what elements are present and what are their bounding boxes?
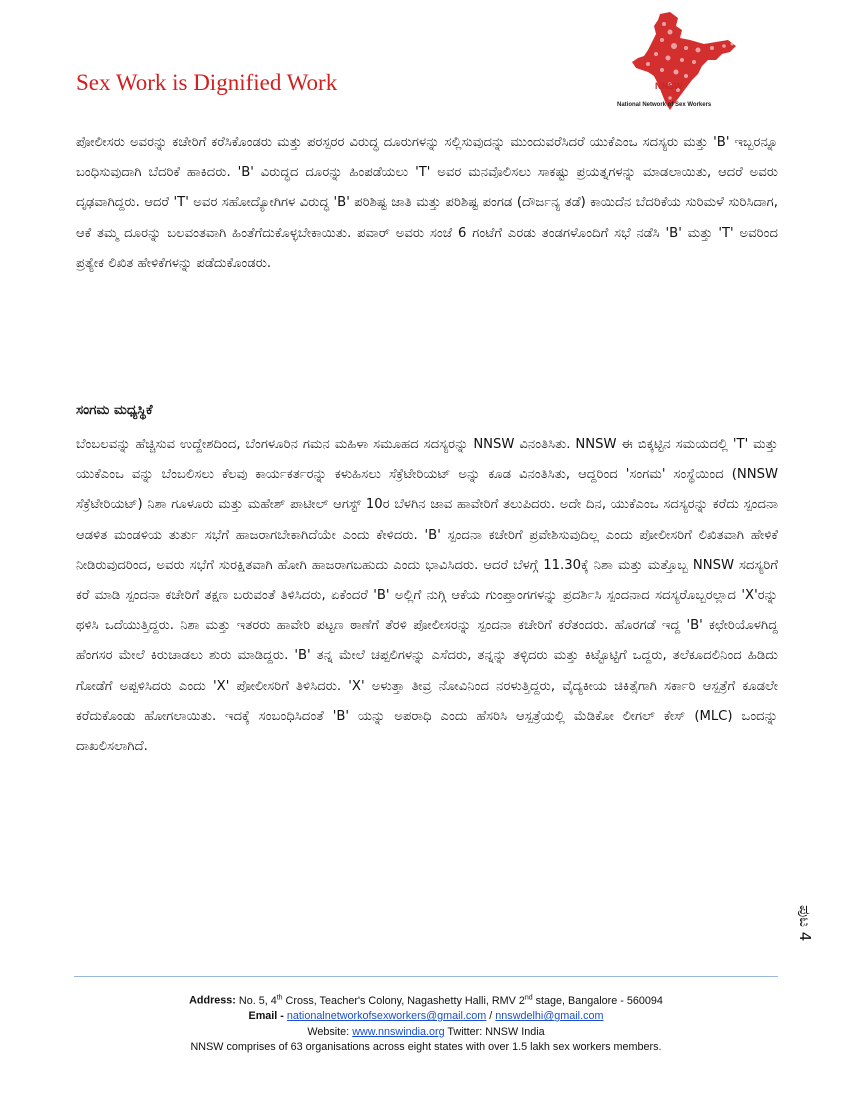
footer-address-line [74,990,778,1009]
email-label: Email - [248,1010,284,1023]
page-number [784,905,824,945]
email-separator: / [489,1010,493,1023]
footer [74,990,778,1056]
address-label: Address: [189,994,236,1007]
logo-full-name: National Network of Sex Workers [617,102,712,108]
section-heading: ಸಂಗಮ ಮಧ್ಯಸ್ಥಿಕೆ [76,402,153,418]
body-paragraph-1: ಪೋಲೀಸರು ಅವರನ್ನು ಕಚೇರಿಗೆ ಕರೆಸಿಕೊಂಡರು ಮತ್ತು ಪರಸ್ಪರರ ವಿರುದ್ಧ ದೂರುಗಳನ್ನು ಸಲ್ಲಿಸುವುದನ್ನು ಮುಂದುವರೆಸಿದರೆ ಯುಕೆಎಂಒ ಸದಸ್ಯರು ಮತ್ತು 'B' ಇಬ್ಬರನ್ನೂ ಬಂಧಿಸುವುದಾಗಿ ಬೆದರಿಕೆ ಹಾಕಿದರು. 'B' ವಿರುದ್ಧದ ದೂರನ್ನು ಹಿಂಪಡೆಯಲು 'T' ಅವರ ಮನವೊಲಿಸಲು ಸಾಕಷ್ಟು ಪ್ರಯತ್ನಗಳನ್ನು ಮಾಡಲಾಯಿತು, ಆದರೆ ಅವರು ದೃಢವಾಗಿದ್ದರು. ಆದರೆ 'T' ಅವರ ಸಹೋದ್ಯೋಗಿಗಳ ವಿರುದ್ಧ 'B' ಪರಿಶಿಷ್ಟ ಜಾತಿ ಮತ್ತು ಪರಿಶಿಷ್ಟ ಪಂಗಡ (ದೌರ್ಜನ್ಯ ತಡೆ) ಕಾಯಿದೆನ ಬೆದರಿಕೆಯ ಸುರಿಮಳೆ ಸುರಿಸಿದಾಗ, ಆಕೆ ತಮ್ಮ ದೂರನ್ನು ಬಲವಂತವಾಗಿ ಹಿಂತೆಗೆದುಕೊಳ್ಳಬೇಕಾಯಿತು. ಪವಾರ್ ಅವರು ಸಂಜೆ 6 ಗಂಟೆಗೆ ಎರಡು ತಂಡಗಳೊಂದಿಗೆ ಸಭೆ ನಡೆಸಿ 'B' ಮತ್ತು 'T' ಅವರಿಂದ ಪ್ರತ್ಯೇಕ ಲಿಖಿತ ಹೇಳಿಕೆಗಳನ್ನು ಪಡೆದುಕೊಂಡರು. [76,135,778,271]
twitter-handle: Twitter: NNSW India [447,1025,545,1038]
address-text: No. 5, 4th Cross, Teacher's Colony, Nagashetty Halli, RMV 2nd stage, Bangalore - 560094 [238,994,663,1007]
email-link-1[interactable]: nationalnetworkofsexworkers@gmail.com [286,1010,487,1023]
body-paragraph-2: ಬೆಂಬಲವನ್ನು ಹೆಚ್ಚಿಸುವ ಉದ್ದೇಶದಿಂದ, ಬೆಂಗಳೂರಿನ ಗಮನ ಮಹಿಳಾ ಸಮೂಹದ ಸದಸ್ಯರನ್ನು NNSW ವಿನಂತಿಸಿತು. NNSW ಈ ಬಿಕ್ಕಟ್ಟಿನ ಸಮಯದಲ್ಲಿ 'T' ಮತ್ತು ಯುಕೆಎಂಒ ವನ್ನು ಬೆಂಬಲಿಸಲು ಕೆಲವು ಕಾರ್ಯಕರ್ತರನ್ನು ಕಳುಹಿಸಲು ಸೆಕ್ರೆಟೇರಿಯಟ್ ಅನ್ನು ಕೂಡ ವಿನಂತಿಸಿತು, ಆದ್ದರಿಂದ 'ಸಂಗಮ' ಸಂಸ್ಥೆಯಿಂದ (NNSW ಸೆಕ್ರೆಟೇರಿಯಟ್) ನಿಶಾ ಗೂಳೂರು ಮತ್ತು ಮಹೇಶ್ ಪಾಟೀಲ್ ಆಗಸ್ಟ್ 10ರ ಬೆಳಗಿನ ಜಾವ ಹಾವೇರಿಗೆ ತಲುಪಿದರು. ಅದೇ ದಿನ, ಯುಕೆಎಂಒ ಸದಸ್ಯರನ್ನು ಕರೆದು ಸ್ಪಂದನಾ ಆಡಳಿತ ಮಂಡಳಿಯ ತುರ್ತು ಸಭೆಗೆ ಹಾಜರಾಗಬೇಕಾಗಿದೆಯೇ ಎಂದು ಕೇಳಿದರು. 'B' ಸ್ಪಂದನಾ ಕಚೇರಿಗೆ ಪ್ರವೇಶಿಸುವುದಿಲ್ಲ ಎಂದು ಪೋಲೀಸರಿಗೆ ಲಿಖಿತವಾಗಿ ಹೇಳಿಕೆ ನೀಡಿರುವುದರಿಂದ, ಅವರು ಸಭೆಗೆ ಸುರಕ್ಷಿತವಾಗಿ ಹೋಗಿ ಹಾಜರಾಗಬಹುದು ಎಂದು ಭಾವಿಸಿದರು. ಆದರೆ ಬೆಳಗ್ಗೆ 11.30ಕ್ಕೆ ನಿಶಾ ಮತ್ತು ಮತ್ತೊಬ್ಬ NNSW ಸದಸ್ಯರಿಗೆ ಕರೆ ಮಾಡಿ ಸ್ಪಂದನಾ ಕಚೇರಿಗೆ ತಕ್ಷಣ ಬರುವಂತೆ ತಿಳಿಸಿದರು, ಏಕೆಂದರೆ 'B' ಅಲ್ಲಿಗೆ ನುಗ್ಗಿ ಆಕೆಯ ಗುಂಪ್ತಾಂಗಗಳನ್ನು ಪ್ರದರ್ಶಿಸಿ ಸ್ಪಂದನಾದ ಸದಸ್ಯರೊಬ್ಬರಲ್ಲಾದ 'X'ರನ್ನು ಥಳಿಸಿ ಒದೆಯುತ್ತಿದ್ದರು. ನಿಶಾ ಮತ್ತು ಇತರರು ಹಾವೇರಿ ಪಟ್ಟಣ ಠಾಣೆಗೆ ತೆರಳಿ ಪೋಲೀಸರನ್ನು ಸ್ಪಂದನಾ ಕಚೇರಿಗೆ ಕರೆತಂದರು. ಹೊರಗಡೆ ಇದ್ದ 'B' ಕಛೇರಿಯೊಳಗಿದ್ದ ಹೆಂಗಸರ ಮೇಲೆ ಕಿರುಚಾಡಲು ಶುರು ಮಾಡಿದ್ದರು. 'B' ತನ್ನ ಮೇಲೆ ಚಪ್ಪಲಿಗಳನ್ನು ಎಸೆದರು, ತನ್ನನ್ನು ತಳ್ಳಿದರು ಮತ್ತು ಕಿಟ್ಟೊಟ್ಟಿಗೆ ಒದ್ದರು, ತಲೆಕೂದಲಿನಿಂದ ಹಿಡಿದು ಗೋಡೆಗೆ ಅಪ್ಪಳಿಸಿದರು ಎಂದು 'X' ಪೋಲೀಸರಿಗೆ ತಿಳಿಸಿದರು. 'X' ಅಳುತ್ತಾ ತೀವ್ರ ನೋವಿನಿಂದ ನರಳುತ್ತಿದ್ದರು, ವೈದ್ಯಕೀಯ ಚಿಕಿತ್ಸೆಗಾಗಿ ಸರ್ಕಾರಿ ಆಸ್ಪತ್ರೆಗೆ ಕೂಡಲೇ ಕರೆದುಕೊಂಡು ಹೋಗಲಾಯಿತು. ಇದಕ್ಕೆ ಸಂಬಂಧಿಸಿದಂತೆ 'B' ಯನ್ನು ಅಪರಾಧಿ ಎಂದು ಹೆಸರಿಸಿ ಆಸ್ಪತ್ರೆಯಲ್ಲಿ ಮೆಡಿಕೋ ಲೀಗಲ್ ಕೇಸ್ (MLC) ಒಂದನ್ನು ದಾಖಲಿಸಲಾಗಿದೆ. [76,437,778,755]
document-header-title: Sex Work is Dignified Work [76,70,338,95]
logo-short-name: NNSW [655,81,683,91]
footer-email-line [74,1009,778,1025]
footer-website-line [74,1025,778,1041]
page-number-label: ಪುಟ 4 [796,905,814,942]
footer-divider [74,976,778,977]
website-link[interactable]: www.nnswindia.org [352,1025,445,1038]
footer-note: NNSW comprises of 63 organisations across eight states with over 1.5 lakh sex workers members. [190,1041,662,1054]
email-link-2[interactable]: nnswdelhi@gmail.com [495,1010,604,1023]
website-label: Website: [307,1025,350,1038]
india-map-logo [612,10,742,114]
